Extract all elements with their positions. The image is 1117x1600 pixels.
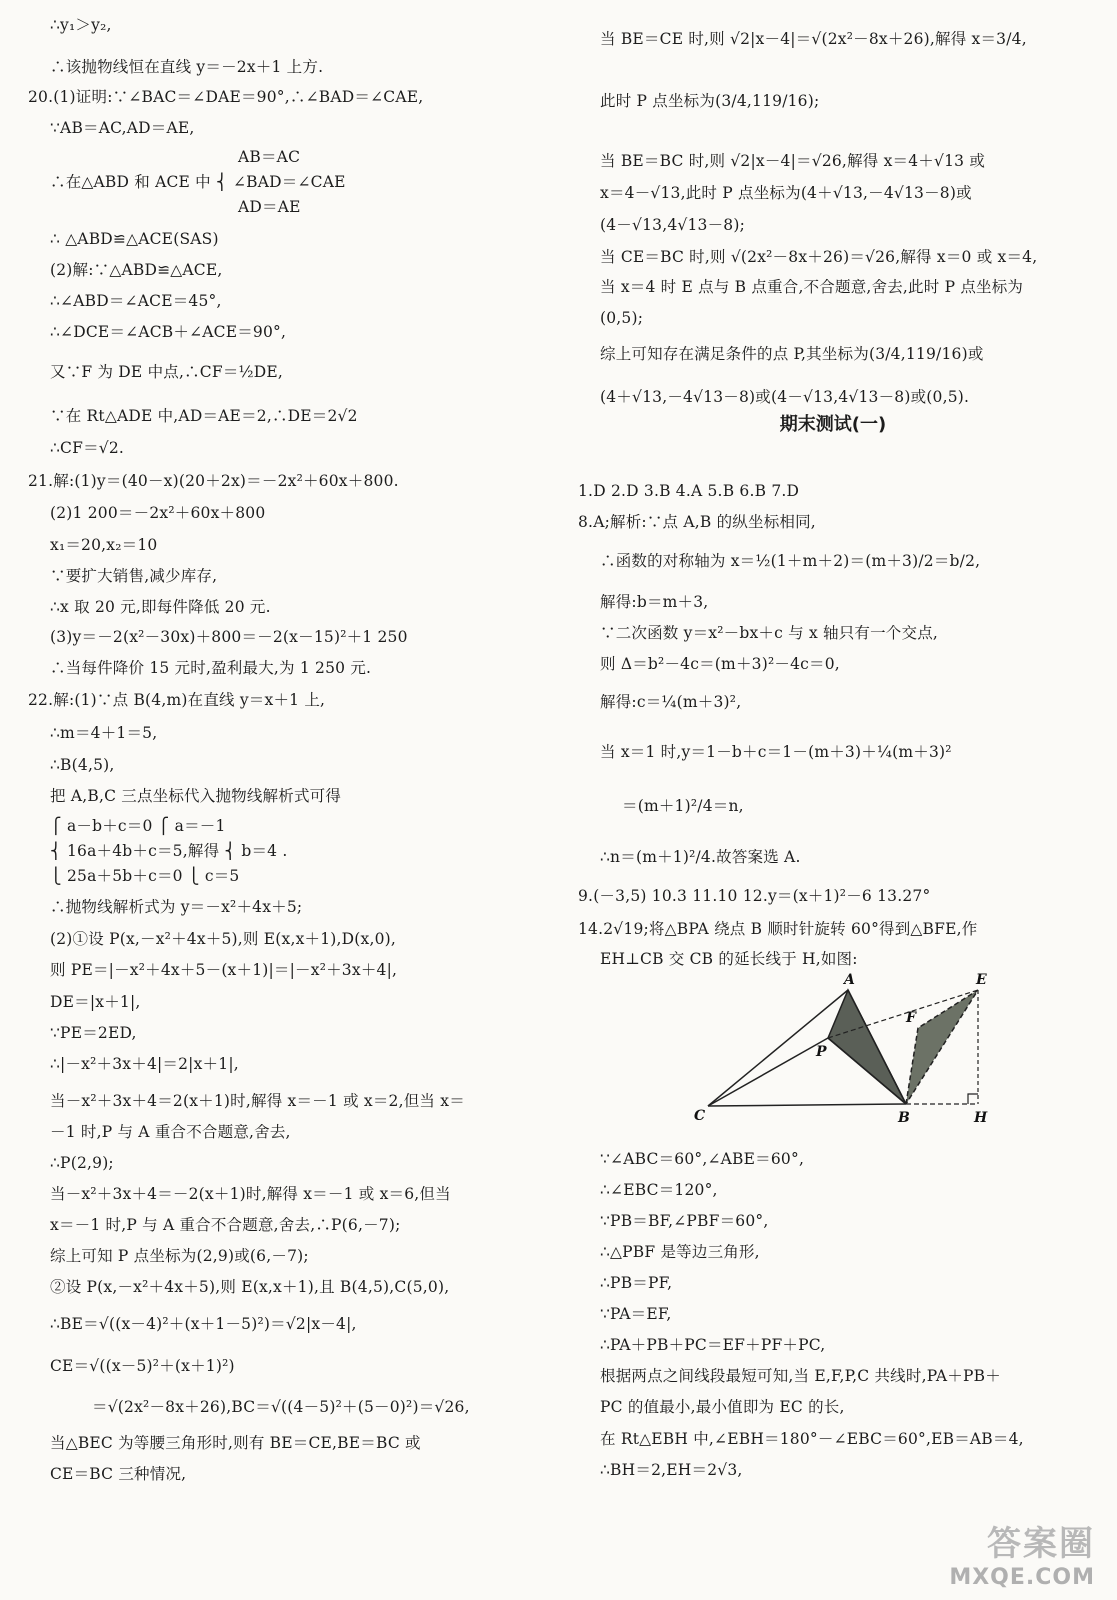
text-line: ②设 P(x,－x²＋4x＋5),则 E(x,x＋1),且 B(4,5),C(5,0),: [50, 1278, 450, 1296]
text-line: (2)1 200＝－2x²＋60x＋800: [50, 504, 266, 522]
text-line: ＝√(2x²－8x＋26),BC＝√((4－5)²＋(5－0)²)＝√26,: [92, 1398, 470, 1416]
right-angle-mark: [968, 1094, 978, 1104]
text-line: ∴n＝(m＋1)²/4.故答案选 A.: [600, 848, 801, 866]
text-line: CE＝BC 三种情况,: [50, 1465, 187, 1483]
text-line: ∴ △ABD≌△ACE(SAS): [50, 230, 219, 248]
label-c: C: [694, 1108, 706, 1124]
text-line: ⎧ a－b＋c＝0 ⎧ a＝－1: [50, 817, 226, 835]
triangle-bfe: [906, 990, 978, 1104]
text-line: 当－x²＋3x＋4＝2(x＋1)时,解得 x＝－1 或 x＝2,但当 x＝: [50, 1092, 465, 1110]
label-f: F: [906, 1010, 916, 1026]
text-line: ∵PA＝EF,: [600, 1305, 672, 1323]
text-line: ＝(m＋1)²/4＝n,: [622, 797, 744, 815]
text-line: ∴B(4,5),: [50, 756, 115, 774]
text-line: 此时 P 点坐标为(3/4,119/16);: [600, 92, 820, 110]
text-line: DE＝|x＋1|,: [50, 993, 141, 1011]
text-line: 则 PE＝|－x²＋4x＋5－(x＋1)|＝|－x²＋3x＋4|,: [50, 961, 398, 979]
text-line: x＝－1 时,P 与 A 重合不合题意,舍去,∴P(6,－7);: [50, 1216, 401, 1234]
text-line: 14.2√19;将△BPA 绕点 B 顺时针旋转 60°得到△BFE,作: [578, 920, 978, 938]
text-line: ∴抛物线解析式为 y＝－x²＋4x＋5;: [50, 898, 303, 916]
text-line: ∴P(2,9);: [50, 1154, 114, 1172]
text-line: ∴该抛物线恒在直线 y＝－2x＋1 上方.: [50, 58, 324, 76]
text-line: －1 时,P 与 A 重合不合题意,舍去,: [50, 1123, 291, 1141]
text-line: ∴函数的对称轴为 x＝½(1＋m＋2)＝(m＋3)/2＝b/2,: [600, 552, 981, 570]
text-line: ∵二次函数 y＝x²－bx＋c 与 x 轴只有一个交点,: [600, 624, 939, 642]
text-line: 9.(－3,5) 10.3 11.10 12.y＝(x＋1)²－6 13.27°: [578, 887, 931, 905]
geometry-figure: [688, 968, 988, 1138]
text-line: 根据两点之间线段最短可知,当 E,F,P,C 共线时,PA＋PB＋: [600, 1367, 1001, 1385]
text-line: ∵在 Rt△ADE 中,AD＝AE＝2,∴DE＝2√2: [50, 407, 358, 425]
text-line: 把 A,B,C 三点坐标代入抛物线解析式可得: [50, 787, 342, 805]
text-line: EH⊥CB 交 CB 的延长线于 H,如图:: [600, 950, 858, 968]
text-line: ∴CF＝√2.: [50, 439, 125, 457]
text-line: 又∵F 为 DE 中点,∴CF＝½DE,: [50, 363, 284, 381]
text-line: ∵PB＝BF,∠PBF＝60°,: [600, 1212, 769, 1230]
text-line: AB＝AC: [238, 148, 301, 166]
text-line: 在 Rt△EBH 中,∠EBH＝180°－∠EBC＝60°,EB＝AB＝4,: [600, 1430, 1024, 1448]
text-line: ∵∠ABC＝60°,∠ABE＝60°,: [600, 1150, 805, 1168]
text-line: 综上可知 P 点坐标为(2,9)或(6,－7);: [50, 1247, 309, 1265]
text-line: (2)①设 P(x,－x²＋4x＋5),则 E(x,x＋1),D(x,0),: [50, 930, 397, 948]
text-line: ∴PA＋PB＋PC＝EF＋PF＋PC,: [600, 1336, 826, 1354]
text-line: ∴m＝4＋1＝5,: [50, 724, 158, 742]
text-line: 当－x²＋3x＋4＝－2(x＋1)时,解得 x＝－1 或 x＝6,但当: [50, 1185, 451, 1203]
text-line: 当 BE＝CE 时,则 √2|x－4|＝√(2x²－8x＋26),解得 x＝3/4,: [600, 30, 1027, 48]
text-line: ∵AB＝AC,AD＝AE,: [50, 119, 195, 137]
text-line: (4＋√13,－4√13－8)或(4－√13,4√13－8)或(0,5).: [600, 388, 970, 406]
text-line: 当 x＝1 时,y＝1－b＋c＝1－(m＋3)＋¼(m＋3)²: [600, 743, 952, 761]
text-line: 当 CE＝BC 时,则 √(2x²－8x＋26)＝√26,解得 x＝0 或 x＝4,: [600, 248, 1038, 266]
text-line: ∴BH＝2,EH＝2√3,: [600, 1461, 743, 1479]
text-line: 解得:b＝m＋3,: [600, 593, 709, 611]
label-p: P: [816, 1044, 827, 1060]
label-b: B: [898, 1110, 910, 1126]
text-line: ∵要扩大销售,减少库存,: [50, 567, 218, 585]
text-line: 则 Δ＝b²－4c＝(m＋3)²－4c＝0,: [600, 655, 840, 673]
text-line: ∴y₁＞y₂,: [50, 16, 112, 34]
text-line: 当 x＝4 时 E 点与 B 点重合,不合题意,舍去,此时 P 点坐标为: [600, 278, 1024, 296]
text-line: x＝4－√13,此时 P 点坐标为(4＋√13,－4√13－8)或: [600, 184, 972, 202]
label-a: A: [844, 972, 855, 988]
text-line: ∴∠EBC＝120°,: [600, 1181, 718, 1199]
text-line: 综上可知存在满足条件的点 P,其坐标为(3/4,119/16)或: [600, 345, 984, 363]
watermark-logo: 答案圈: [987, 1524, 1095, 1564]
text-line: (2)解:∵△ABD≌△ACE,: [50, 261, 223, 279]
text-line: 20.(1)证明:∵∠BAC＝∠DAE＝90°,∴∠BAD＝∠CAE,: [28, 88, 424, 106]
label-e: E: [976, 972, 987, 988]
text-line: x₁＝20,x₂＝10: [50, 536, 158, 554]
text-line: (3)y＝－2(x²－30x)＋800＝－2(x－15)²＋1 250: [50, 628, 408, 646]
text-line: PC 的值最小,最小值即为 EC 的长,: [600, 1398, 845, 1416]
watermark-url: MXQE.COM: [949, 1565, 1095, 1590]
text-line: 解得:c＝¼(m＋3)²,: [600, 693, 742, 711]
text-line: ⎩ 25a＋5b＋c＝0 ⎩ c＝5: [50, 867, 240, 885]
text-line: ∴BE＝√((x－4)²＋(x＋1－5)²)＝√2|x－4|,: [50, 1315, 357, 1333]
text-line: 当△BEC 为等腰三角形时,则有 BE＝CE,BE＝BC 或: [50, 1434, 421, 1452]
text-line: (4－√13,4√13－8);: [600, 216, 746, 234]
text-line: ⎨ 16a＋4b＋c＝5,解得 ⎨ b＝4 .: [50, 842, 288, 860]
text-line: ∴∠DCE＝∠ACB＋∠ACE＝90°,: [50, 323, 287, 341]
text-line: AD＝AE: [238, 198, 301, 216]
text-line: 1.D 2.D 3.B 4.A 5.B 6.B 7.D: [578, 482, 800, 500]
text-line: ∴在△ABD 和 ACE 中 ⎨ ∠BAD＝∠CAE: [50, 173, 346, 191]
text-line: 当 BE＝BC 时,则 √2|x－4|＝√26,解得 x＝4＋√13 或: [600, 152, 986, 170]
text-line: ∴△PBF 是等边三角形,: [600, 1243, 760, 1261]
text-line: ∴|－x²＋3x＋4|＝2|x＋1|,: [50, 1055, 239, 1073]
text-line: ∴x 取 20 元,即每件降低 20 元.: [50, 598, 271, 616]
text-line: 22.解:(1)∵点 B(4,m)在直线 y＝x＋1 上,: [28, 691, 326, 709]
section-title: 期末测试(一): [779, 414, 887, 435]
text-line: ∴当每件降价 15 元时,盈利最大,为 1 250 元.: [50, 659, 372, 677]
text-line: CE＝√((x－5)²＋(x＋1)²): [50, 1357, 235, 1375]
text-line: ∴∠ABD＝∠ACE＝45°,: [50, 292, 222, 310]
label-h: H: [974, 1110, 988, 1126]
text-line: (0,5);: [600, 309, 644, 327]
text-line: ∴PB＝PF,: [600, 1274, 673, 1292]
text-line: 21.解:(1)y＝(40－x)(20＋2x)＝－2x²＋60x＋800.: [28, 472, 399, 490]
segment-ca: [708, 990, 848, 1106]
watermark: [949, 1516, 1095, 1590]
text-line: ∵PE＝2ED,: [50, 1024, 137, 1042]
text-line: 8.A;解析:∵点 A,B 的纵坐标相同,: [578, 513, 816, 531]
segment-cb: [708, 1104, 906, 1106]
segment-cp: [708, 1038, 828, 1106]
